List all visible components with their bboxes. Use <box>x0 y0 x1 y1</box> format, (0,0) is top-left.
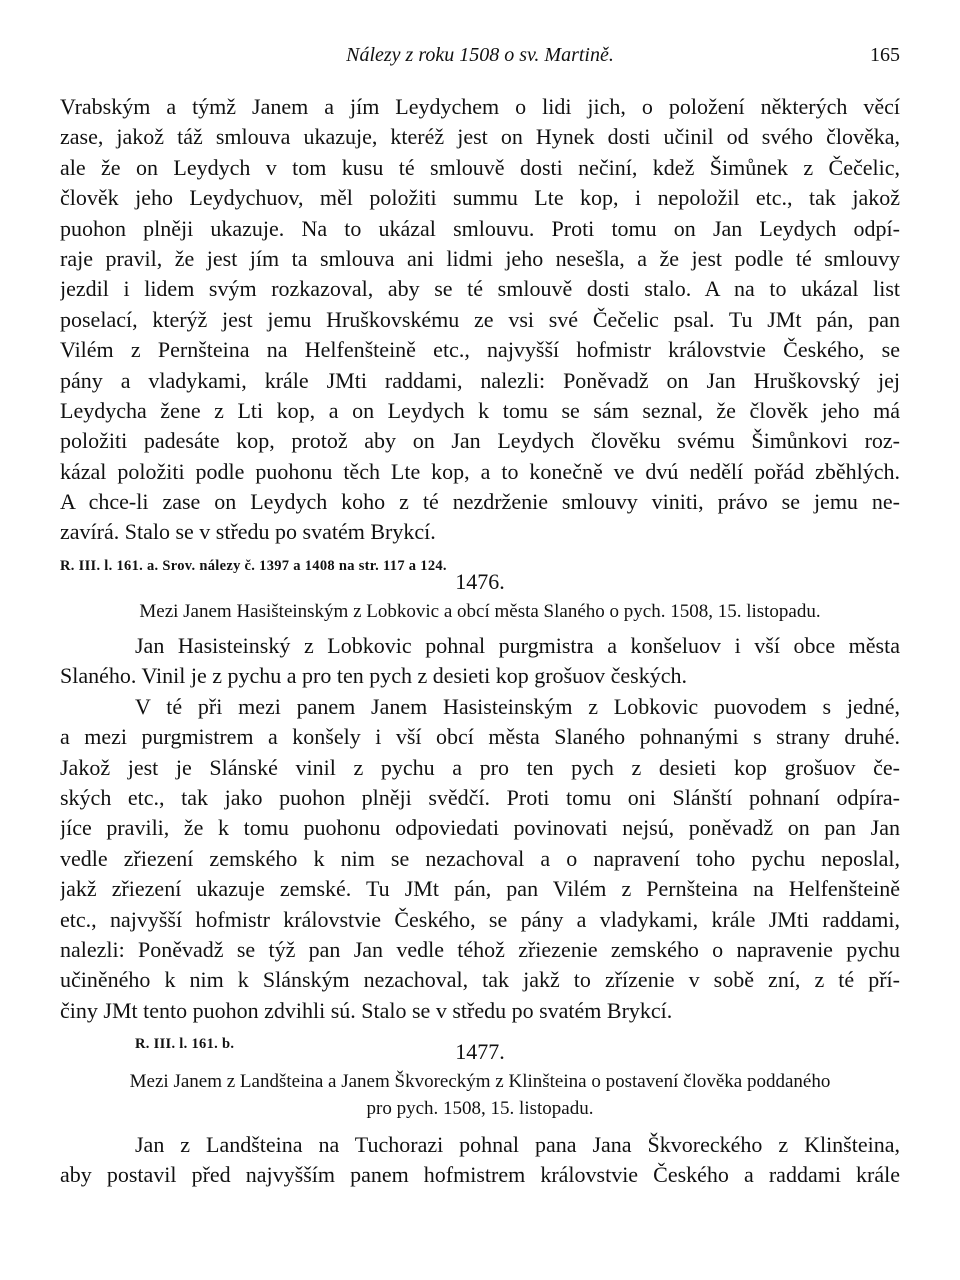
text-line: zavírá. Stalo se v středu po svatém Brykcí. <box>60 519 436 545</box>
running-head <box>60 44 900 74</box>
text-line: činy JMt tento puohon zdvihli sú. Stalo se v středu po svatém Brykcí. <box>60 997 673 1023</box>
entry-number: 1477. <box>455 1039 505 1064</box>
text-line: puohon plněji ukazuje. Na to ukázal smlouvu. Proti tomu on Jan Leydych odpí- <box>60 215 900 241</box>
text-line: a mezi purgmistrem a konšely i vší obcí města Slaného pohnanými s strany druhé. <box>60 724 900 750</box>
text-line: Jan z Landšteina na Tuchorazi pohnal pana Jana Škvoreckého z Klinšteina, <box>135 1132 900 1157</box>
text-line: Jan Hasisteinský z Lobkovic pohnal purgmistra a konšeluov i vší obce města <box>135 633 900 658</box>
entry-1476 <box>60 566 900 1056</box>
entry-heading: pro pych. 1508, 15. listopadu. <box>366 1098 594 1119</box>
source-note: R. III. l. 161. a. Srov. nálezy č. 1397 a 1408 na str. 117 a 124. <box>60 557 447 574</box>
text-line: raje pravil, že jest jím ta smlouva ani lidmi jeho nesešla, a že jest podle té smlouvy <box>60 245 900 271</box>
running-title: Nálezy z roku 1508 o sv. Martině. <box>346 44 614 66</box>
text-line: zase, jakož táž smlouva ukazuje, kteréž jest on Hynek dosti učinil od svého člověka, <box>60 124 900 150</box>
text-line: kázal položiti podle puohonu těch Lte kop, a to konečně ve dvú nedělí pořád zběhlých. <box>60 458 900 484</box>
entry-number: 1476. <box>455 569 505 594</box>
text-line: jíce pravili, že k tomu puohonu odpoviedati povinovati nejsú, poněvadž on pan Jan <box>60 815 900 841</box>
entry-paragraph <box>60 692 900 1026</box>
text-line: Jakož jest je Slánské vinil z pychu a pro ten pych z desieti kop grošuov če- <box>60 754 900 780</box>
text-line: poselací, kterýž jest jemu Hruškovskému ze vsi své Čečelic psal. Tu JMt pán, pan <box>60 306 900 332</box>
text-line: aby postavil před najvyšším panem hofmistrem královstvie Českého a raddami krále <box>60 1162 900 1188</box>
text-line: ale že on Leydych v tom kusu té smlouvě dosti nečiní, kdež Šimůnek z Čečelic, <box>60 154 900 180</box>
text-line: ských etc., tak jako puohon plněji svědčí. Proti tomu oni Slánští pohnaní odpíra- <box>60 784 900 810</box>
entry-heading: Mezi Janem z Landšteina a Janem Škvoreckým z Klinšteina o postavení člověka poddaného <box>129 1071 831 1092</box>
continuation-paragraph <box>60 92 900 578</box>
text-line: pány a vladykami, krále JMti raddami, nalezli: Poněvadž on Jan Hruškovský jej <box>60 367 900 393</box>
text-line: nalezli: Poněvadž se týž pan Jan vedle téhož zřiezenie zemského o napravenie pychu <box>60 936 900 962</box>
text-line: vedle zřiezení zemského k nim se nezachoval a o napravení toho pychu neposlal, <box>60 845 900 871</box>
entry-paragraph <box>60 1130 900 1191</box>
text-line: A chce-li zase on Leydych koho z té nezdrženie smlouvy viniti, právo se jemu ne- <box>60 489 900 515</box>
text-line: položiti padesáte kop, protož aby on Jan Leydych člověku svému Šimůnkovi roz- <box>60 428 900 454</box>
text-line: jezdil i lidem svým rozkazoval, aby se té smlouvě dosti stalo. A na to ukázal list <box>60 276 900 302</box>
text-line: Slaného. Vinil je z pychu a pro ten pych z desieti kop grošuov českých. <box>60 663 687 689</box>
text-line: učiněného k nim k Slánským nezachoval, tak jakž to zřízenie v sobě zní, z té pří- <box>60 967 900 993</box>
text-line: člověk jeho Leydychuov, měl položiti summu Lte kop, i nepoložil etc., tak jakož <box>60 185 900 211</box>
text-line: Vilém z Pernšteina na Helfenšteině etc., najvyšší hofmistr královstvie Českého, se <box>60 337 900 363</box>
text-line: V té při mezi panem Janem Hasisteinským z Lobkovic puovodem s jedné, <box>135 693 900 719</box>
source-note: R. III. l. 161. b. <box>135 1036 235 1053</box>
entry-paragraph <box>60 631 900 692</box>
text-line: jakž zřiezení ukazuje zemské. Tu JMt pán, pan Vilém z Pernšteina na Helfenšteině <box>60 876 900 902</box>
text-line: Vrabským a týmž Janem a jím Leydychem o lidi jich, o položení některých věcí <box>60 94 900 119</box>
text-line: etc., najvyšší hofmistr královstvie Českého, se pány a vladykami, krále JMti raddami, <box>60 906 900 932</box>
entry-1477 <box>60 1036 900 1191</box>
entry-heading: Mezi Janem Hasišteinským z Lobkovic a obcí města Slaného o pych. 1508, 15. listopadu. <box>139 601 821 622</box>
text-line: Leydycha žene z Lti kop, a on Leydych k tomu se sám seznal, že člověk jeho má <box>60 397 900 423</box>
page-number: 165 <box>870 44 900 66</box>
